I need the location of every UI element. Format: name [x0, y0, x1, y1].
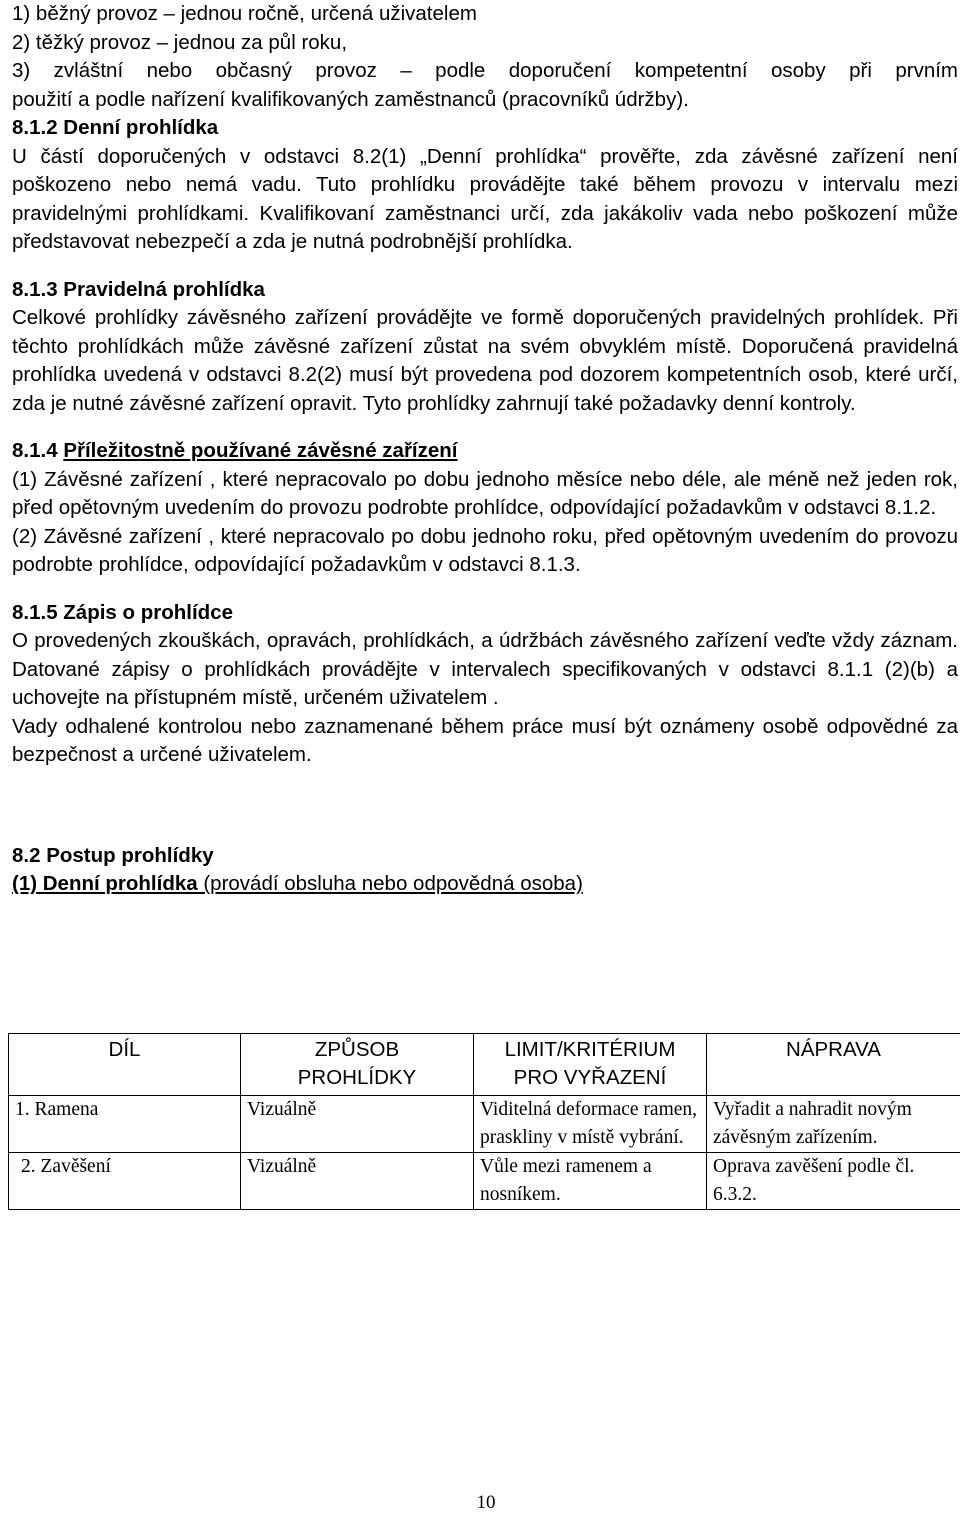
intro-list — [12, 0, 958, 114]
header-text: NÁPRAVA — [786, 1038, 881, 1061]
cell-remedy: Oprava zavěšení podle čl. 6.3.2. — [707, 1153, 960, 1210]
header-cell-remedy — [707, 1034, 960, 1096]
page-number: 10 — [476, 1492, 496, 1513]
section-8-2 — [12, 842, 958, 899]
header-cell-method — [241, 1034, 474, 1096]
spacer — [12, 418, 958, 437]
section-body: Celkové prohlídky závěsného zařízení provádějte ve formě doporučených pravidelných prohlídek. Při těchto prohlídkách může závěsné zařízení zůstat na svém obvyklém místě. Doporučená pravidelná prohlídka uvedená v odstavci 8.2(2) musí být provedena pod dozorem kompetentních osob, které určí, zda je nutné závěsné zařízení opravit. Tyto prohlídky zahrnují také požadavky denní kontroly. — [12, 306, 958, 415]
header-cell-part — [9, 1034, 241, 1096]
section-8-1-3 — [12, 276, 958, 419]
section-title: Příležitostně používané závěsné zařízení — [63, 439, 458, 462]
spacer — [12, 257, 958, 276]
intro-line-3: 3) zvláštní nebo občasný provoz – podle doporučení kompetentní osoby při prvním — [12, 59, 958, 82]
subheading-bold: (1) Denní prohlídka — [12, 872, 198, 895]
intro-line-2: 2) těžký provoz – jednou za půl roku, — [12, 30, 348, 54]
header-text: ZPŮSOB — [314, 1038, 400, 1061]
header-text: PROHLÍDKY — [297, 1066, 417, 1089]
intro-line-4: použití a podle nařízení kvalifikovaných zaměstnanců (pracovníků údržby). — [12, 87, 689, 111]
cell-part: 2. Zavěšení — [9, 1153, 241, 1210]
section-8-1-5 — [12, 599, 958, 770]
cell-method: Vizuálně — [241, 1153, 474, 1210]
document-page — [12, 0, 958, 899]
cell-part: 1. Ramena — [9, 1096, 241, 1153]
table-row — [9, 1153, 960, 1210]
intro-line-1: 1) běžný provoz – jednou ročně, určená uživatelem — [12, 2, 477, 25]
section-number: 8.1.4 — [12, 439, 58, 462]
section-heading: 8.1.2 Denní prohlídka — [12, 116, 219, 139]
inspection-table — [8, 1033, 960, 1210]
cell-limit: Viditelná deformace ramen, praskliny v místě vybrání. — [474, 1096, 707, 1153]
spacer — [12, 580, 958, 599]
section-subheading — [12, 870, 958, 899]
section-heading: 8.1.3 Pravidelná prohlídka — [12, 277, 265, 301]
section-heading — [12, 437, 958, 466]
section-heading: 8.2 Postup prohlídky — [12, 843, 214, 867]
section-paragraph-2: (2) Závěsné zařízení , které nepracovalo po dobu jednoho roku, před opětovným uvedením do provozu podrobte prohlídce, odpovídající požadavkům v odstavci 8.1.3. — [12, 524, 958, 576]
table-header-row — [9, 1034, 960, 1096]
section-body: U částí doporučených v odstavci 8.2(1) „Denní prohlídka“ prověřte, zda závěsné zařízení není poškozeno nebo nemá vadu. Tuto prohlídku provádějte také během provozu v intervalu mezi pravidelnými prohlídkami. Kvalifikovaní zaměstnanci určí, zda jakákoliv vada nebo poškození může představovat nebezpečí a zda je nutná podrobnější prohlídka. — [12, 144, 958, 253]
table-row — [9, 1096, 960, 1153]
subheading-note: (provádí obsluha nebo odpovědná osoba) — [197, 872, 583, 895]
cell-remedy: Vyřadit a nahradit novým závěsným zařízením. — [707, 1096, 960, 1153]
cell-limit: Vůle mezi ramenem a nosníkem. — [474, 1153, 707, 1210]
header-text: DÍL — [108, 1038, 141, 1061]
section-8-1-2 — [12, 114, 958, 257]
section-paragraph-1: (1) Závěsné zařízení , které nepracovalo po dobu jednoho měsíce nebo déle, ale méně než jeden rok, před opětovným uvedením do provozu podrobte prohlídce, odpovídající požadavkům v odstavci 8.1.2. — [12, 467, 958, 519]
section-8-1-4 — [12, 437, 958, 580]
spacer — [12, 770, 958, 842]
section-paragraph-1: O provedených zkouškách, opravách, prohlídkách, a údržbách závěsného zařízení veďte vždy záznam. Datované zápisy o prohlídkách provádějte v intervalech specifikovaných v odstavci 8.1.1 (2)(b) a uchovejte na přístupném místě, určeném uživatelem . — [12, 629, 958, 709]
cell-method: Vizuálně — [241, 1096, 474, 1153]
header-text: PRO VYŘAZENÍ — [513, 1066, 667, 1089]
section-paragraph-2: Vady odhalené kontrolou nebo zaznamenané během práce musí být oznámeny osobě odpovědné za bezpečnost a určené uživatelem. — [12, 714, 958, 766]
section-heading: 8.1.5 Zápis o prohlídce — [12, 600, 234, 624]
header-text: LIMIT/KRITÉRIUM — [504, 1038, 676, 1061]
header-cell-limit — [474, 1034, 707, 1096]
